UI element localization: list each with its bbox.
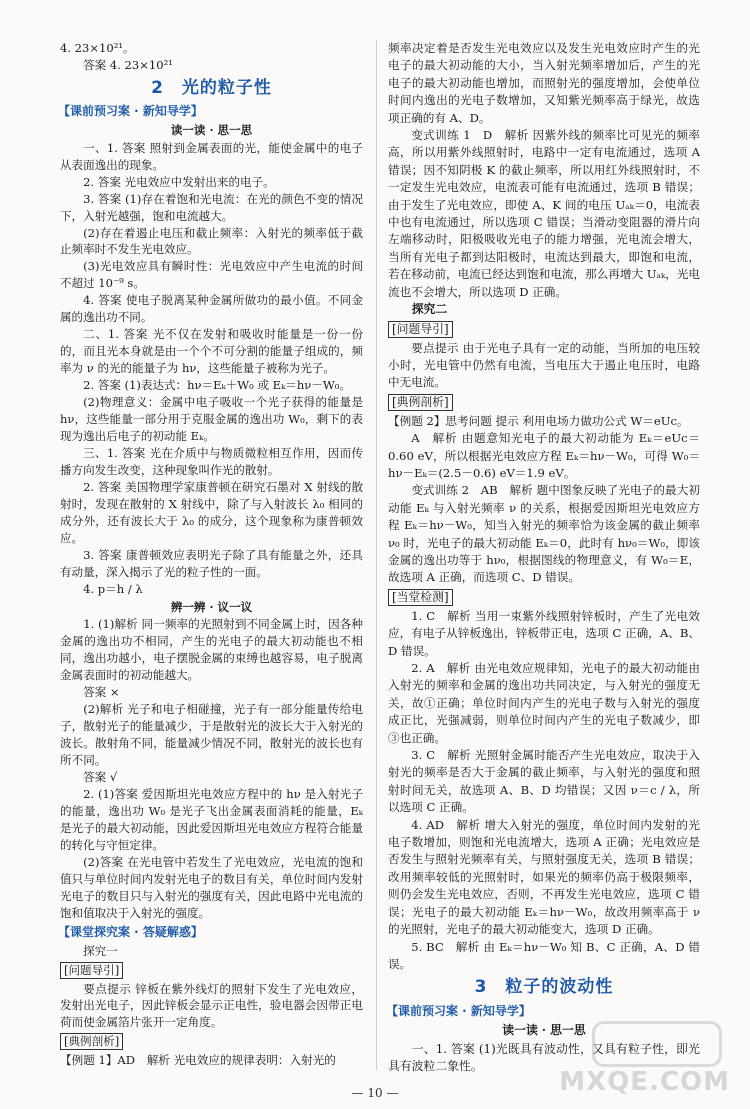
paragraph: 答案 √ (83, 770, 118, 785)
subsection-heading: 辨一辨 · 议一议 (170, 599, 253, 614)
paragraph: 要点提示 锌板在紫外线灯的照射下发生了光电效应，发射出光电子，因此锌板会显示正电性，验电器会因带正电荷而使金属箔片张开一定角度。 (60, 981, 363, 1030)
paragraph: 频率决定着是否发生光电效应以及发生光电效应时产生的光电子的最大初动能的大小，当入射光频率增加后，产生的光电子的最大初动能也增加，而照射光的强度增加，会使单位时间内逸出的光电子数增加，又知紫光频率高于绿光，故选项正确的有 A、D。 (388, 41, 700, 125)
right-column (388, 40, 700, 1075)
watermark-text: MXQE.COM (559, 1067, 730, 1097)
boxed-heading (388, 587, 700, 608)
paragraph: 探究二 (411, 302, 448, 317)
paragraph: 4. AD 解析 增大入射光的强度，单位时间内发射的光电子数增加，则饱和光电流增大，选项 A 正确；光电效应是否发生与照射光频率有关，与照射强度无关，选项 B 错误；改用频率较低的光照射时，如果光的频率仍高于极限频率，则仍会发生光电效应，否则，不再发生光电效应，选项 C 错误；光电子的最大初动能 Eₖ＝hν－W₀，故改用频率高于 ν 的光照射，光电子的最大初动能变大，选项 D 正确。 (388, 817, 700, 937)
paragraph: (3)光电效应具有瞬时性：光电效应中产生电流的时间不超过 10⁻⁹ s。 (60, 259, 363, 291)
paragraph: 答案 × (83, 685, 120, 700)
paragraph: 【例题 2】思考问题 提示 利用电场力做功公式 W＝eUc。 (388, 413, 689, 428)
paragraph: (2)答案 在光电管中若发生了光电效应，光电流的饱和值只与单位时间内发射光电子的数目有关，单位时间内发射光电子的数目只与入射光的强度有关，因此电路中光电流的饱和值取决于入射光的强度。 (60, 854, 363, 920)
boxed-heading (60, 1031, 363, 1052)
paragraph: 2. (1)答案 爱因斯坦光电效应方程中的 hν 是入射光子的能量，逸出功 W₀ 是光子飞出金属表面消耗的能量，Eₖ 是光子的最大初动能，因此爱因斯坦光电效应方程符合能量的转化与守恒定律。 (60, 786, 363, 852)
boxed-heading (388, 392, 700, 413)
paragraph: 3. 答案 康普顿效应表明光子除了具有能量之外，还具有动量，深入揭示了光的粒子性的一面。 (60, 547, 363, 579)
section-box-label: [问题导引] (388, 321, 453, 338)
section-box-label: [当堂检测] (388, 589, 453, 606)
paragraph: 探究一 (83, 943, 118, 958)
paragraph: 2. A 解析 由光电效应规律知，光电子的最大初动能由入射光的频率和金属的逸出功共同决定，与入射光的强度无关，故①正确；单位时间内产生的光电子数与入射光的强度成正比，光强减弱，则单位时间内产生的光电子数减少，即③也正确。 (388, 661, 700, 745)
paragraph: 4. 23×10²¹。 (60, 41, 135, 55)
paragraph: 2. 答案 美国物理学家康普顿在研究石墨对 X 射线的散射时，发现在散射的 X 射线中，除了与入射波长 λ₀ 相同的成分外，还有波长大于 λ₀ 的成分，这个现象称为康普顿效应。 (60, 479, 363, 545)
paragraph: 要点提示 由于光电子具有一定的动能，当所加的电压较小时，光电管中仍然有电流，当电压大于遏止电压时，电路中无电流。 (388, 340, 700, 390)
paragraph: 变式训练 2 AB 解析 题中图象反映了光电子的最大初动能 Eₖ 与入射光频率 ν 的关系，根据爱因斯坦光电效应方程 Eₖ＝hν－W₀，知当入射光的频率恰为该金属的截止频率 ν₀ 时，光电子的最大初动能 Eₖ＝0，此时有 hν₀＝W₀，即该金属的逸出功等于 hν₀，根据图线的物理意义，有 W₀＝E，故选项 A 正确，而选项 C、D 错误。 (388, 483, 700, 585)
section-box-label: [典例剖析] (388, 394, 453, 411)
paragraph: 3. 答案 (1)存在着饱和光电流：在光的颜色不变的情况下，入射光越强，饱和电流越大。 (60, 191, 363, 223)
paragraph: 1. C 解析 当用一束紫外线照射锌板时，产生了光电效应，有电子从锌板逸出，锌板带正电，选项 C 正确，A、B、D 错误。 (388, 608, 700, 658)
watermark-logo (559, 1017, 730, 1097)
paragraph: (2)存在着遏止电压和截止频率：入射光的频率低于截止频率时不发生光电效应。 (60, 225, 363, 257)
paragraph: 2. 答案 光电效应中发射出来的电子。 (83, 174, 275, 189)
paragraph: (2)解析 光子和电子相碰撞，光子有一部分能量传给电子，散射光子的能量减少，于是散射光的波长大于入射光的波长。散射角不同，能量减少情况不同，散射光的波长也有所不同。 (60, 702, 363, 768)
section-banner: 【课前预习案 · 新知导学】 (386, 1003, 531, 1018)
chapter-title: 3 粒子的波动性 (474, 977, 614, 998)
section-banner: 【课堂探究案 · 答疑解惑】 (58, 924, 203, 939)
subsection-heading: 读一读 · 思一思 (502, 1023, 586, 1038)
paragraph: 三、1. 答案 光在介质中与物质微粒相互作用，因而传播方向发生改变，这种现象叫作光的散射。 (60, 445, 363, 477)
paragraph: 一、1. 答案 (1)光既具有波动性，又具有粒子性，即光具有波粒二象性。 (388, 1041, 700, 1073)
section-box-label: [问题导引] (60, 962, 123, 979)
left-column (60, 40, 363, 1069)
paragraph: 3. C 解析 光照射金属时能否产生光电效应，取决于入射光的频率是否大于金属的截止频率，与入射光的强度和照射时间无关，故选项 A、B、D 均错误；又因 ν＝c / λ，所以选项 C 正确。 (388, 748, 700, 815)
paragraph: 1. (1)解析 同一频率的光照射到不同金属上时，因各种金属的逸出功不相同，产生的光电子的最大初动能也不相同，逸出功越小，电子摆脱金属的束缚也越容易，电子脱离金属表面时的初动能越大。 (60, 617, 363, 683)
paragraph: 二、1. 答案 光不仅在发射和吸收时能量是一份一份的，而且光本身就是由一个个不可分割的能量子组成的，频率为 ν 的光的能量子为 hν，这些能量子被称为光子。 (60, 327, 363, 376)
paragraph: (2)物理意义：金属中电子吸收一个光子获得的能量是 hν，这些能量一部分用于克服金属的逸出功 W₀，剩下的表现为逸出后电子的初动能 Eₖ。 (60, 395, 363, 443)
subsection-heading: 读一读 · 思一思 (170, 122, 253, 137)
page-number: — 10 — (351, 1086, 399, 1100)
paragraph: 4. 答案 使电子脱离某种金属所做功的最小值。不同金属的逸出功不同。 (60, 293, 363, 325)
boxed-heading (388, 319, 700, 340)
boxed-heading (60, 960, 363, 981)
section-box-label: [典例剖析] (60, 1033, 123, 1050)
paragraph: 变式训练 1 D 解析 因紫外线的频率比可见光的频率高，所以用紫外线照射时，电路中一定有电流通过，选项 A 错误；因不知阴极 K 的截止频率，所以用红外线照射时，不一定发生光电效应，电流表可能有电流通过，选项 B 错误；由于发生了光电效应，即使 A、K 间的电压 Uₐₖ＝0，电流表中也有电流通过，所以选项 C 错误；当滑动变阻器的滑片向左端移动时，阳极吸收光电子的能力增强，光电流会增大，当所有光电子都到达阳极时，电流达到最大，即饱和电流，若在移动前，电流已经达到饱和电流，那么再增大 Uₐₖ，光电流也不会增大，所以选项 D 正确。 (388, 128, 701, 299)
paragraph: 5. BC 解析 由 Eₖ＝hν－W₀ 知 B、C 正确，A、D 错误。 (388, 939, 700, 971)
watermark-badge-icon (592, 1021, 722, 1067)
paragraph: 【例题 1】AD 解析 光电效应的规律表明：入射光的 (60, 1053, 336, 1068)
column-divider (376, 40, 377, 1070)
paragraph: 2. 答案 (1)表达式：hν＝Eₖ＋W₀ 或 Eₖ＝hν－W₀。 (83, 378, 351, 393)
paragraph: 4. p＝h / λ (83, 581, 143, 596)
paragraph: 答案 4. 23×10²¹ (83, 57, 173, 72)
paragraph: A 解析 由题意知光电子的最大初动能为 Eₖ＝eUc＝0.60 eV，所以根据光电效应方程 Eₖ＝hν－W₀，可得 W₀＝hν－Eₖ＝(2.5－0.6) eV＝1.9 eV。 (388, 431, 700, 480)
section-banner: 【课前预习案 · 新知导学】 (58, 103, 203, 118)
paragraph: 一、1. 答案 照射到金属表面的光，能使金属中的电子从表面逸出的现象。 (60, 140, 363, 172)
chapter-title: 2 光的粒子性 (151, 77, 272, 98)
